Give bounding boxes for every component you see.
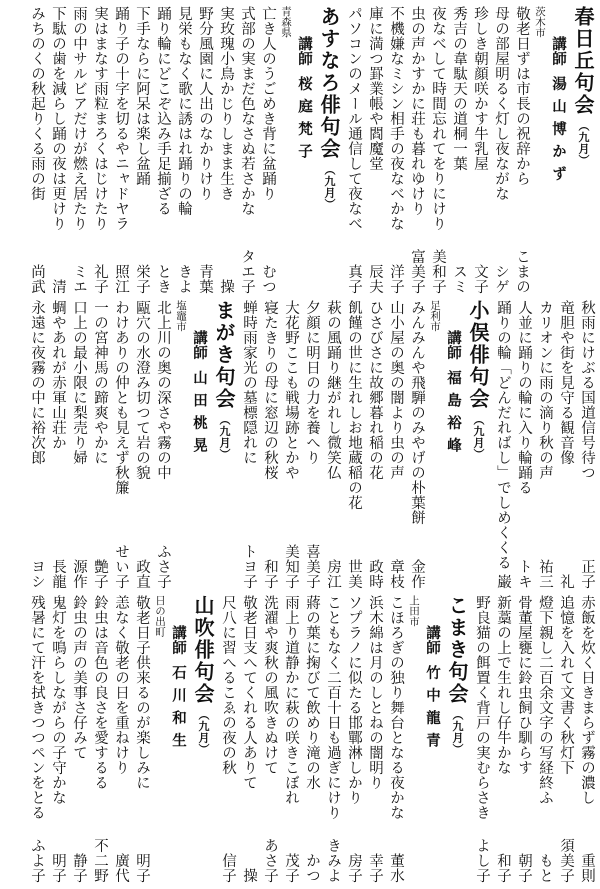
haiku-text: 野良猫の餌置く背戸の実むらさき [474,594,490,820]
haiku-entry [132,6,151,294]
haiku-author: スミ [451,264,467,295]
haiku-entry [260,300,279,588]
haiku-text: 見栄もなく歌に誘はれ踊りの輪 [176,6,192,216]
haiku-text: 雨の中サルビアだけが燃え居たり [71,6,87,231]
haiku-entry [344,300,363,588]
haiku-author: 幸子 [367,852,383,883]
haiku-entry [470,6,489,294]
group-teacher [169,595,188,883]
haiku-entry [174,6,193,294]
haiku-text: 踊り子の十字を切るやニャドヤラ [113,6,129,231]
group-location [174,300,188,588]
haiku-author: 操 [241,867,257,883]
haiku-text: 永遠に夜霧の中に裕次郎 [29,300,45,466]
group-teacher [549,6,568,294]
haiku-author: あさ子 [262,837,278,883]
haiku-author: ふさ子 [155,543,171,589]
haiku-entry [535,595,554,883]
group-location [153,595,167,883]
haiku-author: 巌 [495,573,511,589]
haiku-entry [344,6,363,294]
haiku-text: 赤飯を炊く日きまらず霧の濃し [579,594,595,805]
haiku-entry [27,6,46,294]
haiku-text: 敬老日子供来るのが楽しみに [134,594,150,790]
teacher-name: 山田桃晃 [191,370,208,461]
haiku-author: もと [537,852,553,883]
group-month: （九月） [577,120,590,166]
group-title [465,300,491,588]
haiku-author: 不二野 [92,837,108,883]
haiku-entry [153,300,172,588]
haiku-author: シゲ [493,264,509,295]
teacher-label: 講師 [424,624,441,655]
haiku-text: カリオンに雨の滴り秋の声 [537,300,553,481]
haiku-entry [302,595,321,883]
haiku-text: 下駄の歯を減らし踊の夜は更けり [50,6,66,231]
haiku-entry [344,595,363,883]
haiku-text: 亡き人のうごめき背に盆踊り [260,6,276,201]
group-title [570,6,596,294]
haiku-entry [386,300,405,588]
haiku-entry [323,595,342,883]
group-month: （九月） [451,708,464,755]
haiku-entry [27,595,46,883]
haiku-text: こほろぎの独り舞台となる夜かな [388,594,404,820]
group-location [279,6,293,294]
haiku-text: 不機嫌なミシン相手の夜なべかな [388,6,404,231]
teacher-name: 竹中龍青 [424,664,441,755]
haiku-text: 口上の最小限に梨売り婦 [71,300,87,466]
haiku-author: ミエ [71,264,87,295]
haiku-entry [365,6,384,294]
haiku-entry [556,595,575,883]
group-location [428,300,442,588]
haiku-entry [69,6,88,294]
teacher-name: 湯山博かず [550,76,567,189]
haiku-entry [111,300,130,588]
teacher-label: 講師 [445,330,462,361]
haiku-author: 明子 [134,852,150,883]
haiku-entry [216,6,235,294]
haiku-entry [407,300,426,588]
group-location [533,6,547,294]
location-text: 茨木市 [534,6,546,38]
haiku-entry [27,300,46,588]
group-title-text: こまき句会 [445,594,469,705]
haiku-text: 踊りの輪「どんだればし」でしめくくる [495,300,511,571]
haiku-text: 虫の声かすかに荘も暮れゆけり [409,6,425,216]
haiku-entry [365,595,384,883]
haiku-author: 須美子 [558,837,574,883]
haiku-entry [111,6,130,294]
haiku-author: トキ [516,558,532,589]
group-title [190,595,216,883]
location-text: 青森県 [280,6,292,38]
haiku-author: 青葉 [197,264,213,295]
haiku-entry [48,300,67,588]
teacher-name: 桜庭梵子 [296,76,313,166]
haiku-author: ふよ子 [29,837,45,883]
haiku-text: 萩の風踊り継がれし微笑仏 [325,300,341,481]
haiku-author: 政時 [367,558,383,589]
haiku-text: 山小屋の奥の闇より虫の声 [388,300,404,481]
haiku-author: 美知子 [283,543,299,589]
group-teacher [444,300,463,588]
haiku-author: 静子 [71,852,87,883]
haiku-entry [239,595,258,883]
haiku-entry [514,300,533,588]
haiku-entry [69,595,88,883]
haiku-text: 蜩やあれが赤軍山荘か [50,300,66,451]
haiku-text: 洗濯や爽秋の風吹きぬけて [262,594,278,775]
haiku-author: よし子 [474,837,490,883]
haiku-entry [493,300,512,588]
haiku-text: 踊り輪にどこぞ込み手足揃ざる [155,6,171,216]
haiku-author: きよ [176,264,192,295]
haiku-author: きみよ [325,837,341,883]
haiku-author: 真子 [346,264,362,295]
haiku-text: 敬老日ずは市長の祝辞から [514,6,530,186]
group-title-text: あすなろ俳句会 [317,6,341,160]
location-text: 上田市 [408,594,420,627]
location-text: 日の出町 [154,594,166,637]
haiku-entry [90,595,109,883]
teacher-name: 福島裕峰 [445,370,462,461]
haiku-author: タエ子 [239,249,255,295]
haiku-text: 寝たきりの母に窓辺の秋桜 [262,300,278,481]
haiku-entry [493,595,512,883]
haiku-text: 秀吉の韋駄天の道桐一葉 [451,6,467,171]
haiku-entry [260,595,279,883]
haiku-entry [577,300,596,588]
haiku-author: 廣代 [113,852,129,883]
haiku-entry [218,595,237,883]
haiku-text: 庫に満つ罫業帳や閻魔堂 [367,6,383,171]
group-teacher [190,300,209,588]
haiku-author: むつ [260,264,276,295]
haiku-entry [577,595,596,883]
haiku-text: 恙なく敬老の日を重ねけり [113,594,129,775]
haiku-entry [491,6,510,294]
haiku-author: 房子 [346,852,362,883]
haiku-entry [281,300,300,588]
haiku-text: わけありの仲とも見えず秋簾 [113,300,129,496]
haiku-author: 富美子 [409,249,425,295]
haiku-entry [69,300,88,588]
haiku-text: ソプラノに似たる邯鄲淋しかり [346,594,362,805]
column-band [4,6,596,294]
haiku-text: 蔣の葉に掬びて飲めり滝の水 [304,594,320,790]
haiku-entry [132,595,151,883]
haiku-author: ヨシ [29,558,45,589]
group-title [444,595,470,883]
haiku-text: みんみんや飛騨のみやげの朴葉餅 [409,300,425,526]
haiku-text: ひさびさに故郷暮れ稲の花 [367,300,383,481]
column-band [4,300,596,588]
teacher-name: 石川和生 [170,664,187,755]
haiku-author: 政直 [134,558,150,589]
haiku-author: 清 [50,279,66,295]
group-month: （九月） [323,164,336,210]
haiku-text: 鈴虫は音色の良さを愛するる [92,594,108,790]
haiku-author: 艶子 [92,558,108,589]
haiku-text: 一の宮神馬の蹄爽やかに [92,300,108,466]
group-teacher [295,6,314,294]
haiku-author: せい子 [113,543,129,589]
haiku-entry [48,6,67,294]
haiku-entry [281,595,300,883]
haiku-text: 野分風園に人出のなかりけり [197,6,213,201]
location-text: 塩竈市 [175,300,187,332]
haiku-author: 金作 [409,558,425,589]
haiku-entry [407,6,426,294]
haiku-author: とき [155,264,171,295]
haiku-text: 夜なべして時間忘れてをりにけり [430,6,446,231]
haiku-author: 和子 [495,852,511,883]
haiku-text: 式部の実まだ色なさぬ若さかな [239,6,255,216]
haiku-entry [386,6,405,294]
teacher-label: 講師 [191,330,208,361]
haiku-entry [428,6,447,294]
haiku-author: 喜美子 [304,543,320,589]
haiku-text: 新藁の上で生れし仔牛かな [495,594,511,775]
haiku-entry [472,595,491,883]
teacher-label: 講師 [550,36,567,66]
haiku-text: パソコンのメール通信して夜なべ [346,6,362,231]
group-month: （九月） [472,414,485,461]
teacher-label: 講師 [170,624,187,655]
haiku-author: 重則 [579,852,595,883]
haiku-entry [365,300,384,588]
haiku-text: みちのくの秋起りくる雨の街 [29,6,45,201]
group-title [211,300,237,588]
group-title-text: 小俣俳句会 [466,300,490,411]
haiku-text: 実玫瑰小鳥かじりしまま生き [218,6,234,201]
haiku-author: 房江 [325,558,341,589]
haiku-text: 竜胆や街を見守る観音像 [558,300,574,466]
haiku-entry [535,300,554,588]
haiku-entry [237,6,256,294]
haiku-text: 下手ならに阿呆は楽し盆踊 [134,6,150,186]
haiku-author: 辰夫 [367,264,383,295]
haiku-entry [258,6,277,294]
haiku-author: 礼 [558,573,574,589]
haiku-text: 蝉時雨家光の墓標隠れに [241,300,257,466]
haiku-text: 人並に踊りの輪に入り輪踊る [516,300,532,496]
group-title-text: まがき句会 [212,300,236,411]
haiku-text: 珍しき朝顔咲かす牛乳屋 [472,6,488,171]
haiku-author: 董水 [388,852,404,883]
column-band [4,595,596,883]
haiku-text: 追憶を入れて文書く秋灯下 [558,594,574,775]
group-month: （九月） [197,708,210,755]
haiku-text: 飢饉の世に生れしお地蔵稲の花 [346,300,362,511]
haiku-entry [514,595,533,883]
haiku-author: 尚武 [29,264,45,295]
haiku-author: かつ [304,852,320,883]
haiku-text: 秋雨にけぶる国道信号待つ [579,300,595,481]
haiku-text: 大花野ここも戦場跡とかや [283,300,299,481]
haiku-author: 洋子 [388,264,404,295]
haiku-entry [90,300,109,588]
haiku-entry [90,6,109,294]
group-title-text: 山吹俳句会 [191,594,215,705]
haiku-text: 敬老日支へてくれる人ありて [241,594,257,790]
haiku-author: 世美 [346,558,362,589]
haiku-text: 鈴虫の声の美事さ仔みて [71,594,87,760]
haiku-text: 骨董屋甕に鈴虫飼ひ馴らす [516,594,532,775]
haiku-author: 章枝 [388,558,404,589]
haiku-text: 浜木綿は月のしとねの闇明り [367,594,383,790]
haiku-author: 美和子 [430,249,446,295]
haiku-entry [449,6,468,294]
haiku-entry [132,300,151,588]
group-teacher [423,595,442,883]
haiku-entry [153,6,172,294]
haiku-entry [556,300,575,588]
haiku-author: 明子 [50,852,66,883]
teacher-label: 講師 [296,36,313,66]
group-title-text: 春日丘句会 [571,6,595,116]
haiku-author: 長龍 [50,558,66,589]
haiku-text: こともなく二百十日も過ぎにけり [325,594,341,820]
haiku-text: 北上川の奥の深さや霧の中 [155,300,171,481]
haiku-author: 正子 [579,558,595,589]
haiku-author: 源作 [71,558,87,589]
haiku-text: 鬼灯を鳴らしながらの子守かな [50,594,66,805]
haiku-text: 夕顔に明日の力を養へり [304,300,320,466]
haiku-text: 雨上り道静かに萩の咲きこぼれ [283,594,299,805]
haiku-author: 茂子 [283,852,299,883]
haiku-author: 礼子 [92,264,108,295]
location-text: 足利市 [429,300,441,332]
haiku-text: 尺八に習へるこゑの夜の秋 [220,594,236,775]
haiku-author: 照江 [113,264,129,295]
haiku-text: 燈下親し二百余文字の写経終ふ [537,594,553,805]
haiku-entry [239,300,258,588]
haiku-author: トヨ子 [241,543,257,589]
haiku-entry [323,300,342,588]
haiku-author: こまの [514,249,530,295]
haiku-author: 朝子 [516,852,532,883]
haiku-text: 甌穴の水澄み切つて岩の貌 [134,300,150,481]
group-title [316,6,342,294]
haiku-text: 実はまなす雨粒まろくはじけたり [92,6,108,231]
haiku-entry [302,300,321,588]
haiku-author: 栄子 [134,264,150,295]
haiku-entry [195,6,214,294]
haiku-author: 操 [218,279,234,295]
haiku-entry [111,595,130,883]
haiku-author: 祐三 [537,558,553,589]
haiku-author: 和子 [262,558,278,589]
group-month: （九月） [218,414,231,461]
group-location [407,595,421,883]
haiku-author: 信子 [220,852,236,883]
haiku-text: 母の部屋明るく灯し夜ながな [493,6,509,201]
haiku-text: 残暑にて汗を拭きつつペンをとる [29,594,45,820]
haiku-entry [48,595,67,883]
haiku-author: 文子 [472,264,488,295]
haiku-entry [386,595,405,883]
haiku-entry [512,6,531,294]
